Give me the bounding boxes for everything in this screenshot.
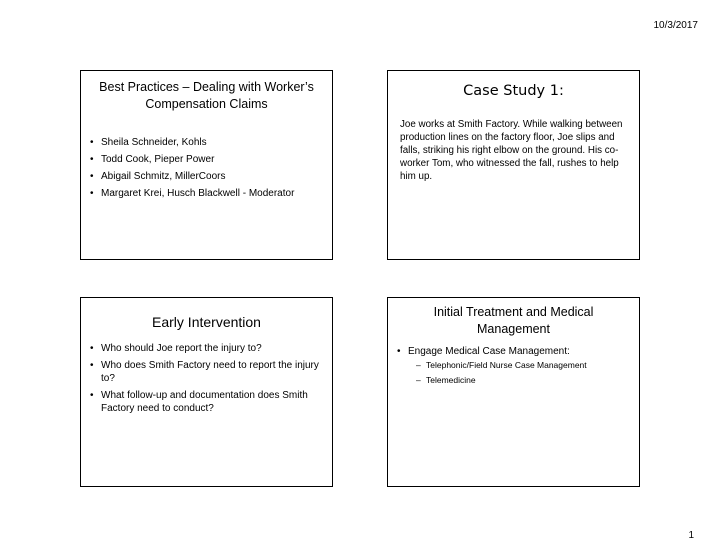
- slide-title: Best Practices – Dealing with Worker’s Compensation Claims: [99, 80, 314, 111]
- slide-thumbnail-2[interactable]: [387, 70, 640, 260]
- bullet-list: [81, 136, 332, 200]
- page-date: 10/3/2017: [653, 20, 698, 31]
- bullet-list: [388, 345, 639, 386]
- bullet-item: • Abigail Schmitz, MillerCoors: [81, 170, 332, 183]
- bullet-item: • Who does Smith Factory need to report the injury to?: [81, 359, 332, 385]
- slide-thumbnail-4[interactable]: [387, 297, 640, 487]
- bullet-text: Engage Medical Case Management:: [408, 346, 570, 357]
- slide-title: Initial Treatment and Medical Management: [433, 305, 594, 336]
- bullet-item: • Todd Cook, Pieper Power: [81, 153, 332, 166]
- bullet-list: [81, 342, 332, 415]
- slide-thumbnail-3[interactable]: [80, 297, 333, 487]
- bullet-item: • What follow-up and documentation does Smith Factory need to conduct?: [81, 389, 332, 415]
- slide-title: Case Study 1:: [463, 83, 564, 99]
- sub-bullet-list: [408, 360, 627, 386]
- bullet-item: • Margaret Krei, Husch Blackwell - Moderator: [81, 187, 332, 200]
- page-number: 1: [688, 530, 694, 541]
- slide-thumbnail-1[interactable]: [80, 70, 333, 260]
- bullet-item: • Sheila Schneider, Kohls: [81, 136, 332, 149]
- bullet-item: • Who should Joe report the injury to?: [81, 342, 332, 355]
- slide-title: Early Intervention: [152, 314, 261, 330]
- sub-bullet-item: – Telemedicine: [408, 375, 627, 386]
- case-study-text: Joe works at Smith Factory. While walking between production lines on the factory floor, Joe slips and falls, striking his right elbow on the ground. His co-worker Tom, who witnessed the fall, rushes to help him up.: [400, 119, 623, 182]
- bullet-item: [388, 345, 639, 386]
- sub-bullet-item: – Telephonic/Field Nurse Case Management: [408, 360, 627, 371]
